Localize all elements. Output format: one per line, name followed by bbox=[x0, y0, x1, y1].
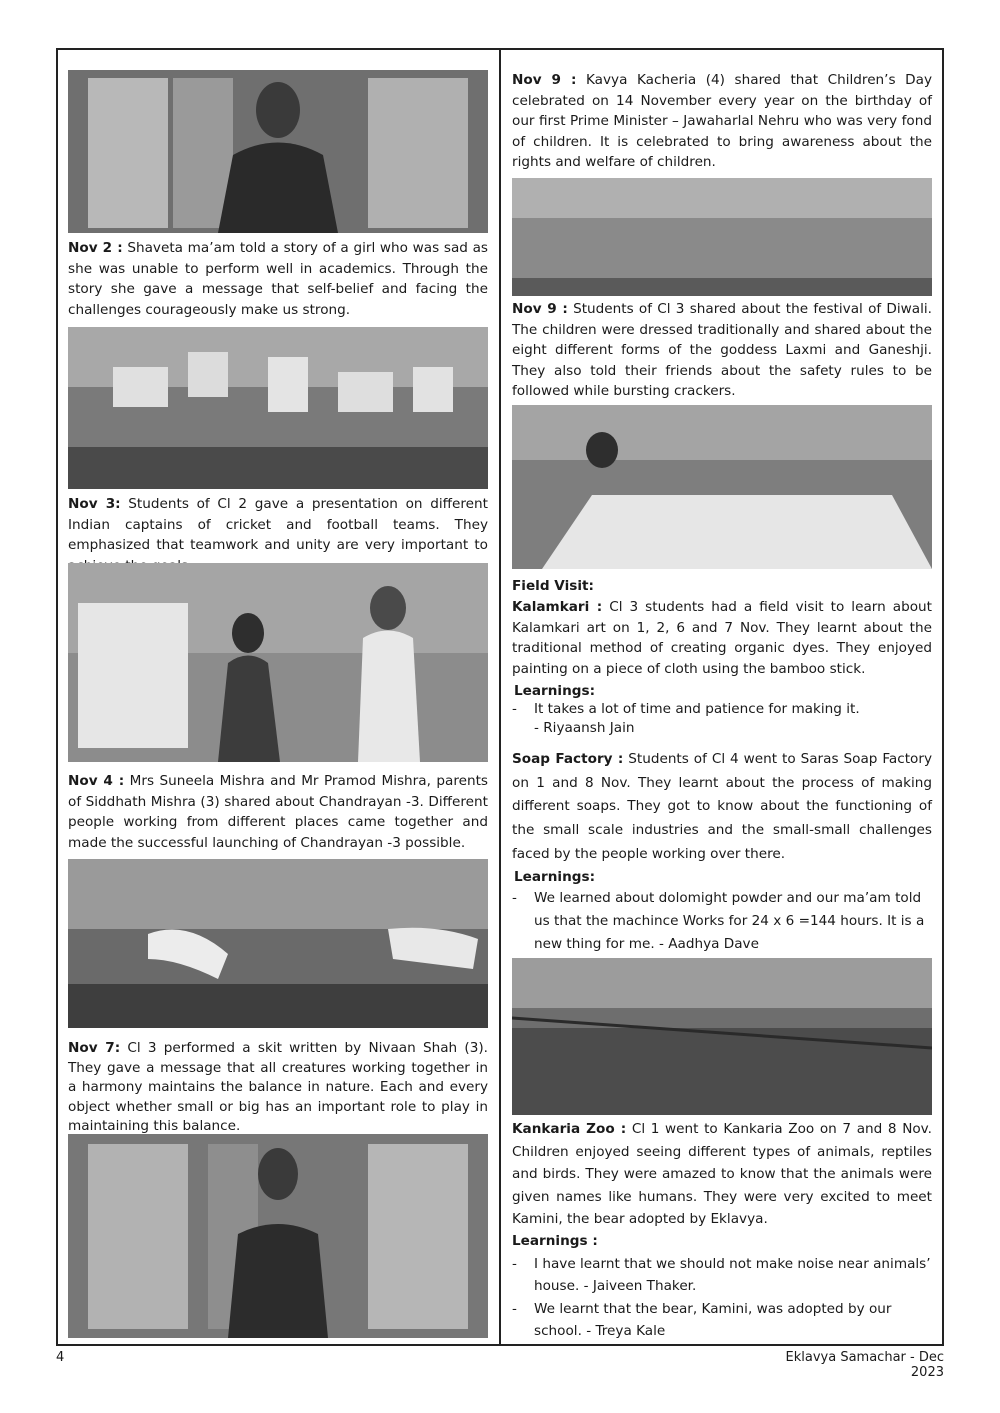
kankaria-zoo-paragraph: Kankaria Zoo : Cl 1 went to Kankaria Zoo on 7 and 8 Nov. Children enjoyed seeing different types of animals, reptiles and birds. They were amazed to know that the animals were given names like humans. They were very excited to meet Kamini, the bear adopted by Eklavya. bbox=[512, 1121, 932, 1227]
publication-name: Eklavya Samachar - Dec 2023 bbox=[785, 1350, 944, 1380]
nov3-paragraph: Nov 3: Students of Cl 2 gave a presentation on different Indian captains of cricket and football teams. They emphasized that teamwork and unity are very important to bbox=[68, 496, 488, 554]
kalamkari-learnings-heading: Learnings: bbox=[514, 683, 596, 699]
nov4-paragraph: Nov 4 : Mrs Suneela Mishra and Mr Pramod Mishra, parents of Siddhath Mishra (3) shared about Chandrayan -3. Different people working from different places came together and made the successful launching of Chandrayan -3 possible. bbox=[68, 773, 488, 851]
nov9-childrens-day-paragraph: Nov 9 : Kavya Kacheria (4) shared that Children’s Day celebrated on 14 November every year on the birthday of our first Prime Minister – Jawaharlal Nehru who was very fond of children. It is celebrated to bring awareness about the rights and welfare of children. bbox=[512, 72, 932, 171]
kalamkari-paragraph: Kalamkari : Cl 3 students had a field visit to learn about Kalamkari art on 1, 2, 6 and 7 Nov. They learnt about the traditional method of creating organic dyes. They enjoyed painting on a piece of cloth using the bamboo stick. bbox=[512, 599, 933, 677]
photo-girl-speaker bbox=[68, 1134, 488, 1338]
soap-learnings-heading: Learnings: bbox=[514, 869, 596, 885]
kalamkari-learning-item: - It takes a lot of time and patience for making it. - Riyaansh Jain bbox=[512, 701, 860, 736]
zoo-learning-item-1: - I have learnt that we should not make noise near animals’ house. - Jaiveen Thaker. bbox=[512, 1253, 932, 1297]
photo-speaker-teacher bbox=[68, 70, 488, 233]
bullet-dash: - bbox=[512, 701, 517, 717]
photo-diwali-costumes bbox=[512, 178, 932, 296]
photo-class2-presentation bbox=[68, 327, 488, 489]
column-divider bbox=[499, 48, 501, 1346]
zoo-learning-item-2: - We learnt that the bear, Kamini, was adopted by our school. - Treya Kale bbox=[512, 1298, 932, 1342]
nov7-paragraph: Nov 7: Cl 3 performed a skit written by Nivaan Shah (3). They gave a message that all creatures working together in a harmony maintains the balance in nature. Each and every object whether small or big has an important role to play in maintaining this balance. bbox=[68, 1040, 488, 1134]
photo-kalamkari-workshop bbox=[512, 405, 932, 569]
zoo-learnings-heading: Learnings : bbox=[512, 1233, 598, 1249]
nov2-paragraph: Nov 2 : Shaveta ma’am told a story of a girl who was sad as she was unable to perform well in academics. Through the story she gave a message that self-belief and facing the challenges courageously make us strong. bbox=[68, 240, 488, 318]
soap-factory-paragraph: Soap Factory : Students of Cl 4 went to Saras Soap Factory on 1 and 8 Nov. They learnt about the process of making different soaps. They got to know about the functioning of the small scale industries and the small-small challenges faced by the people working over there. bbox=[512, 751, 932, 862]
bullet-dash: - bbox=[512, 890, 517, 906]
photo-kankaria-zoo bbox=[512, 958, 932, 1115]
photo-chandrayan-parents bbox=[68, 563, 488, 762]
photo-class3-skit bbox=[68, 859, 488, 1028]
nov9-diwali-paragraph: Nov 9 : Students of Cl 3 shared about the festival of Diwali. The children were dressed traditionally and shared about the eight different forms of the goddess Laxmi and Ganeshji. They also told their friends about the safety rules to be followed while bursting crackers. bbox=[512, 301, 932, 400]
field-visit-heading: Field Visit: bbox=[512, 578, 594, 594]
bullet-dash: - bbox=[512, 1256, 517, 1272]
soap-learning-item: - We learned about dolomight powder and our ma’am told us that the machince Works for 24 x 6 =144 hours. It is a new thing for me. - Aadhya Dave bbox=[512, 887, 932, 956]
page-number: 4 bbox=[56, 1350, 65, 1365]
bullet-dash: - bbox=[512, 1301, 517, 1317]
